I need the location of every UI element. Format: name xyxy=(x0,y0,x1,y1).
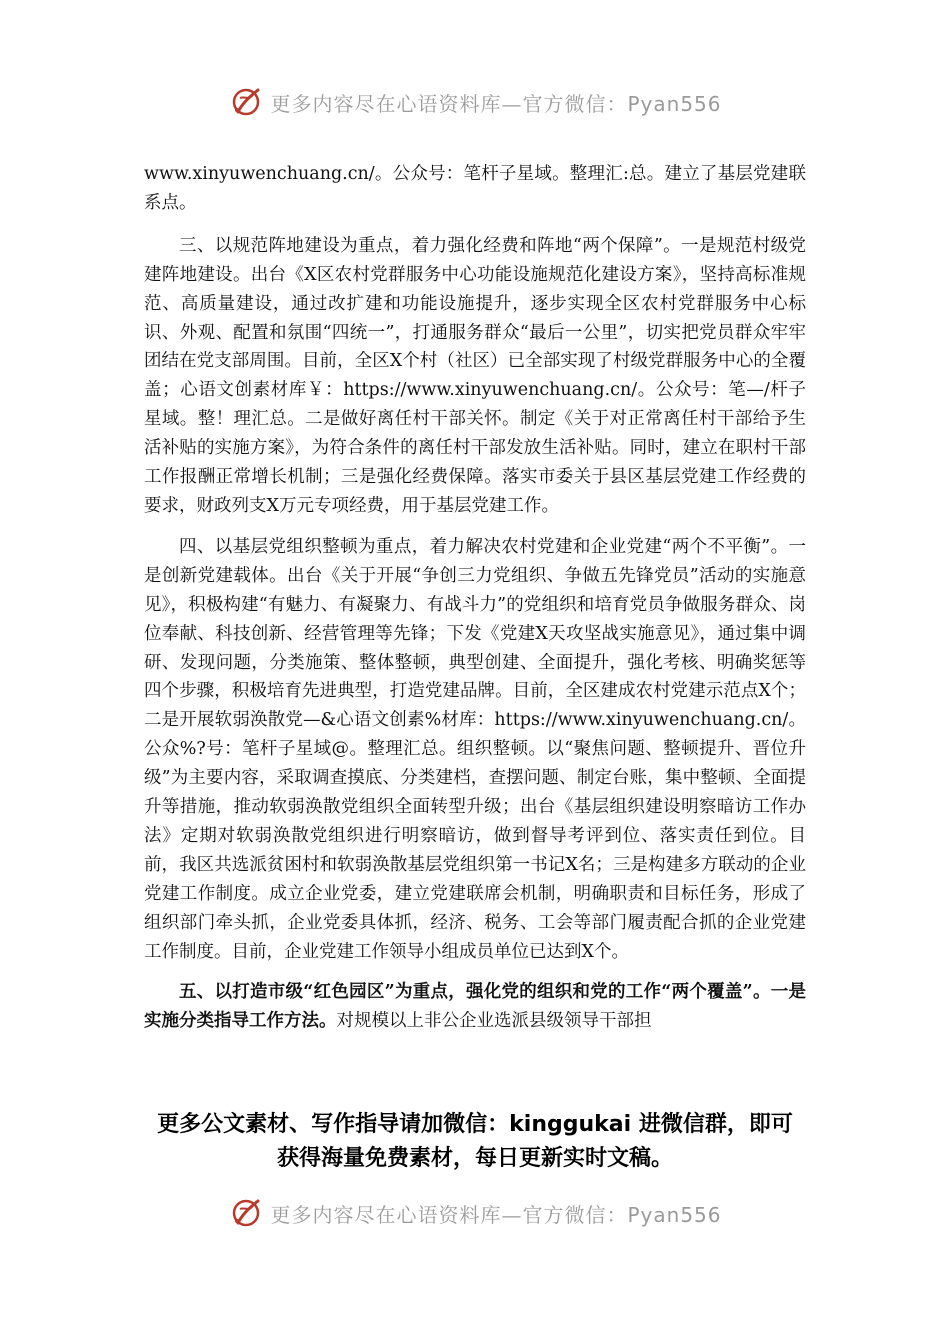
brand-logo-icon xyxy=(228,84,264,120)
header-banner xyxy=(0,82,950,122)
section-5-heading: 五、以打造市级“红色园区”为重点，强化党的组织和党的工作“两个覆盖”。一是实施分类指导工作方法。 xyxy=(144,982,806,1032)
section-5-text: 对规模以上非公企业选派县级领导干部担 xyxy=(336,1011,652,1032)
footer-banner xyxy=(0,1193,950,1233)
paragraph-section-4: 四、以基层党组织整顿为重点，着力解决农村党建和企业党建“两个不平衡”。一是创新党建载体。出台《关于开展“争创三力党组织、争做五先锋党员”活动的实施意见》，积极构建“有魅力、有凝聚力、有战斗力”的党组织和培育党员争做服务群众、岗位奉献、科技创新、经营管理等先锋；下发《党建X天攻坚战实施意见》，通过集中调研、发现问题，分类施策、整体整顿，典型创建、全面提升，强化考核、明确奖惩等四个步骤，积极培育先进典型，打造党建品牌。目前，全区建成农村党建示范点X个；二是开展软弱涣散党—&心语文创素%材库：https://www.xinyuwenchuang.cn/。公众%?号：笔杆子星域@。整理汇总。组织整顿。以“聚焦问题、整顿提升、晋位升级”为主要内容，采取调查摸底、分类建档，查摆问题、制定台账，集中整顿、全面提升等措施，推动软弱涣散党组织全面转型升级；出台《基层组织建设明察暗访工作办法》定期对软弱涣散党组织进行明察暗访，做到督导考评到位、落实责任到位。目前，我区共选派贫困村和软弱涣散基层党组织第一书记X名；三是构建多方联动的企业党建工作制度。成立企业党委，建立党建联席会机制，明确职责和目标任务，形成了组织部门牵头抓，企业党委具体抓，经济、税务、工会等部门履责配合抓的企业党建工作制度。目前，企业党建工作领导小组成员单位已达到X个。 xyxy=(144,536,806,962)
header-wechat-id: Pyan556 xyxy=(627,91,722,116)
paragraph-section-3: 三、以规范阵地建设为重点，着力强化经费和阵地“两个保障”。一是规范村级党建阵地建设。出台《X区农村党群服务中心功能设施规范化建设方案》，坚持高标准规范、高质量建设，通过改扩建和功能设施提升，逐步实现全区农村党群服务中心标识、外观、配置和氛围“四统一”，打通服务群众“最后一公里”，切实把党员群众牢牢团结在党支部周围。目前，全区X个村（社区）已全部实现了村级党群服务中心的全覆盖；心语文创素材库￥：https://www.xinyuwenchuang.cn/。公众号：笔—/杆子星域。整！理汇总。二是做好离任村干部关怀。制定《关于对正常离任村干部给予生活补贴的实施方案》，为符合条件的离任村干部发放生活补贴。同时，建立在职村干部工作报酬正常增长机制；三是强化经费保障。落实市委关于县区基层党建工作经费的要求，财政列支X万元专项经费，用于基层党建工作。 xyxy=(144,235,806,516)
paragraph-section-5 xyxy=(144,978,806,1036)
footer-wechat-id: Pyan556 xyxy=(627,1202,722,1227)
document-body xyxy=(144,160,806,1048)
promo-line-1: 更多公文素材、写作指导请加微信：kinggukai 进微信群，即可 xyxy=(157,1112,793,1137)
footer-banner-text: 更多内容尽在心语资料库—官方微信：Pyan556 xyxy=(270,1202,722,1227)
promo-notice xyxy=(100,1108,850,1176)
paragraph-continuation: www.xinyuwenchuang.cn/。公众号：笔杆子星域。整理汇:总。建立了基层党建联系点。 xyxy=(144,164,806,213)
brand-logo-icon xyxy=(228,1195,264,1231)
promo-line-2: 获得海量免费素材，每日更新实时文稿。 xyxy=(276,1146,673,1171)
header-banner-text: 更多内容尽在心语资料库—官方微信：Pyan556 xyxy=(270,91,722,116)
